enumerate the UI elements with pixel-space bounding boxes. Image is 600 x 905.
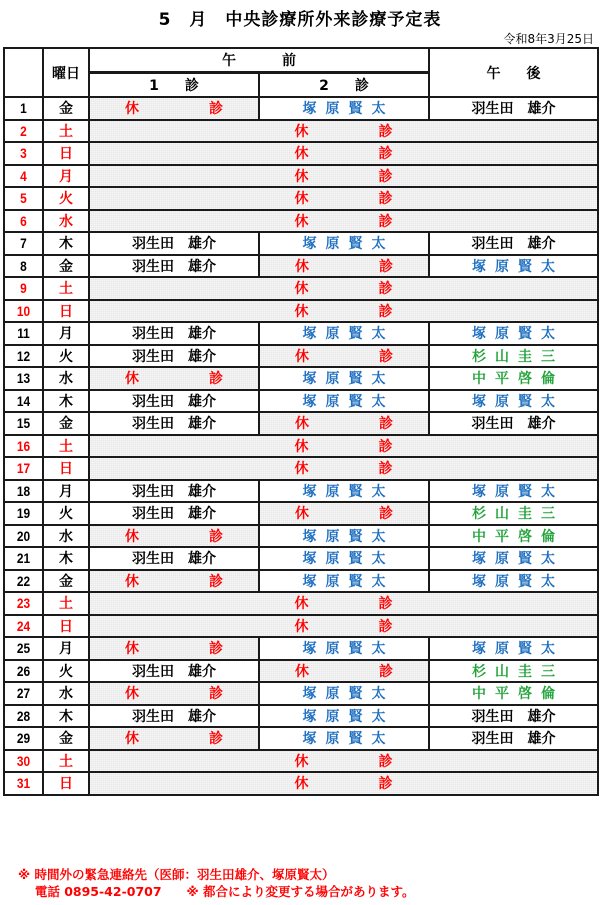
day-number: 15 (7, 412, 40, 435)
doctor-name-tsukahara: 塚原賢太 (302, 371, 395, 388)
closed-left-char: 休 (295, 258, 309, 275)
doctor-cell (89, 502, 259, 525)
full-day-closed-cell (89, 435, 598, 458)
closed-cell (89, 367, 259, 390)
weekday: 土 (43, 435, 89, 458)
closed-right-char: 診 (378, 303, 393, 320)
table-row (4, 210, 598, 233)
doctor-cell (429, 637, 598, 660)
closed-left-char: 休 (125, 686, 139, 703)
closed-right-char: 診 (209, 573, 223, 590)
full-day-closed-cell (89, 142, 598, 165)
closed-right-char: 診 (378, 776, 393, 793)
full-day-closed-cell (89, 457, 598, 480)
header-clinic-2-label: 2 診 (319, 78, 375, 94)
weekday: 火 (43, 660, 89, 683)
weekday: 水 (43, 525, 89, 548)
closed-left-char: 休 (125, 573, 139, 590)
day-number: 3 (7, 142, 40, 165)
closed-cell (259, 255, 429, 278)
weekday: 水 (43, 367, 89, 390)
closed-left-char: 休 (125, 528, 139, 545)
doctor-cell (89, 412, 259, 435)
doctor-name-nakahira: 中平啓倫 (472, 371, 564, 388)
issue-date: 令和8年3月25日 (503, 32, 594, 46)
doctor-name-tsukahara: 塚原賢太 (472, 258, 564, 275)
day-number: 26 (7, 660, 40, 683)
doctor-name-sugiyama: 杉山圭三 (472, 506, 564, 523)
doctor-name-nakahira: 中平啓倫 (472, 528, 564, 545)
closed-right-char: 診 (378, 438, 393, 455)
day-number: 14 (7, 390, 40, 413)
doctor-name-hanyuda: 羽生田 雄介 (132, 708, 216, 725)
day-number: 18 (7, 480, 40, 503)
doctor-name-tsukahara: 塚原賢太 (302, 551, 395, 568)
table-row (4, 142, 598, 165)
header-morning-label: 午 前 (222, 53, 302, 69)
closed-right-char: 診 (378, 281, 393, 298)
day-number: 30 (7, 750, 40, 773)
doctor-name-tsukahara: 塚原賢太 (302, 528, 395, 545)
weekday: 水 (43, 682, 89, 705)
doctor-cell (429, 705, 598, 728)
full-day-closed-cell (89, 187, 598, 210)
closed-left-char: 休 (294, 281, 309, 298)
closed-right-char: 診 (378, 213, 393, 230)
doctor-name-tsukahara: 塚原賢太 (302, 393, 395, 410)
doctor-name-hanyuda: 羽生田 雄介 (132, 236, 216, 253)
doctor-cell (89, 322, 259, 345)
table-row (4, 435, 598, 458)
doctor-name-tsukahara: 塚原賢太 (302, 686, 395, 703)
table-row (4, 592, 598, 615)
weekday: 土 (43, 277, 89, 300)
doctor-name-hanyuda: 羽生田 雄介 (132, 551, 216, 568)
table-row (4, 277, 598, 300)
closed-right-char: 診 (378, 191, 393, 208)
table-row (4, 390, 598, 413)
weekday: 木 (43, 705, 89, 728)
doctor-cell (429, 547, 598, 570)
table-row (4, 457, 598, 480)
weekday: 日 (43, 142, 89, 165)
full-day-closed-cell (89, 592, 598, 615)
doctor-name-hanyuda: 羽生田 雄介 (132, 483, 216, 500)
day-number: 17 (7, 457, 40, 480)
closed-right-char: 診 (209, 101, 223, 118)
day-number: 1 (7, 97, 40, 120)
doctor-cell (259, 232, 429, 255)
closed-cell (259, 660, 429, 683)
doctor-cell (89, 705, 259, 728)
doctor-name-hanyuda: 羽生田 雄介 (132, 258, 216, 275)
day-number: 31 (7, 772, 40, 795)
table-row (4, 637, 598, 660)
doctor-cell (429, 525, 598, 548)
doctor-cell (429, 480, 598, 503)
day-number: 2 (7, 120, 40, 143)
weekday: 火 (43, 187, 89, 210)
doctor-name-hanyuda: 羽生田 雄介 (471, 708, 556, 725)
full-day-closed-cell (89, 210, 598, 233)
weekday: 日 (43, 772, 89, 795)
doctor-cell (259, 547, 429, 570)
weekday: 火 (43, 345, 89, 368)
day-number: 11 (7, 322, 40, 345)
day-number: 25 (7, 637, 40, 660)
closed-right-char: 診 (209, 641, 223, 658)
schedule-body (4, 97, 598, 795)
closed-left-char: 休 (295, 506, 309, 523)
table-row (4, 525, 598, 548)
day-number: 21 (7, 547, 40, 570)
closed-right-char: 診 (378, 123, 393, 140)
table-row (4, 255, 598, 278)
doctor-name-hanyuda: 羽生田 雄介 (132, 393, 216, 410)
doctor-cell (259, 682, 429, 705)
weekday: 日 (43, 457, 89, 480)
closed-left-char: 休 (125, 641, 139, 658)
closed-left-char: 休 (125, 731, 139, 748)
doctor-cell (429, 322, 598, 345)
doctor-cell (89, 547, 259, 570)
doctor-cell (89, 232, 259, 255)
table-row (4, 547, 598, 570)
weekday: 土 (43, 120, 89, 143)
closed-left-char: 休 (294, 438, 309, 455)
weekday: 月 (43, 637, 89, 660)
closed-right-char: 診 (379, 416, 393, 433)
doctor-name-tsukahara: 塚原賢太 (302, 236, 395, 253)
full-day-closed-cell (89, 615, 598, 638)
phone-and-disclaimer-line: 電話 0895-42-0707 ※ 都合により変更する場合があります。 (18, 884, 415, 899)
doctor-cell (429, 570, 598, 593)
day-number: 10 (7, 300, 40, 323)
table-row (4, 412, 598, 435)
doctor-name-tsukahara: 塚原賢太 (302, 483, 395, 500)
day-number: 13 (7, 367, 40, 390)
closed-left-char: 休 (294, 461, 309, 478)
closed-left-char: 休 (125, 371, 139, 388)
header-clinic-2 (259, 73, 429, 98)
closed-left-char: 休 (294, 213, 309, 230)
doctor-cell (429, 412, 598, 435)
closed-left-char: 休 (295, 663, 309, 680)
weekday: 木 (43, 232, 89, 255)
weekday: 木 (43, 390, 89, 413)
closed-cell (259, 345, 429, 368)
closed-cell (89, 97, 259, 120)
doctor-cell (429, 367, 598, 390)
closed-right-char: 診 (378, 146, 393, 163)
closed-right-char: 診 (379, 663, 393, 680)
emergency-note (18, 866, 415, 900)
full-day-closed-cell (89, 300, 598, 323)
closed-left-char: 休 (294, 618, 309, 635)
doctor-cell (429, 232, 598, 255)
header-afternoon-label: 午 後 (486, 65, 547, 82)
day-number: 16 (7, 435, 40, 458)
table-row (4, 727, 598, 750)
doctor-name-hanyuda: 羽生田 雄介 (471, 236, 556, 253)
closed-left-char: 休 (294, 776, 309, 793)
table-row (4, 615, 598, 638)
weekday: 土 (43, 750, 89, 773)
day-number: 27 (7, 682, 40, 705)
table-row (4, 187, 598, 210)
closed-right-char: 診 (378, 618, 393, 635)
table-row (4, 97, 598, 120)
doctor-cell (429, 502, 598, 525)
table-row (4, 750, 598, 773)
doctor-name-tsukahara: 塚原賢太 (302, 708, 395, 725)
table-row (4, 502, 598, 525)
table-row (4, 772, 598, 795)
doctor-cell (259, 390, 429, 413)
table-row (4, 705, 598, 728)
doctor-cell (429, 97, 598, 120)
doctor-name-hanyuda: 羽生田 雄介 (132, 663, 216, 680)
table-row (4, 480, 598, 503)
full-day-closed-cell (89, 165, 598, 188)
closed-left-char: 休 (295, 416, 309, 433)
emergency-contact-line: ※ 時間外の緊急連絡先（医師：羽生田雄介、塚原賢太） (18, 867, 335, 882)
doctor-cell (429, 390, 598, 413)
day-number: 4 (7, 165, 40, 188)
doctor-name-tsukahara: 塚原賢太 (472, 393, 564, 410)
header-morning (89, 48, 429, 73)
weekday: 金 (43, 97, 89, 120)
weekday: 土 (43, 592, 89, 615)
full-day-closed-cell (89, 772, 598, 795)
weekday: 水 (43, 210, 89, 233)
doctor-name-hanyuda: 羽生田 雄介 (471, 101, 556, 118)
closed-left-char: 休 (294, 191, 309, 208)
header-clinic-1 (89, 73, 259, 98)
closed-right-char: 診 (378, 596, 393, 613)
closed-right-char: 診 (379, 348, 393, 365)
doctor-name-tsukahara: 塚原賢太 (302, 326, 395, 343)
full-day-closed-cell (89, 120, 598, 143)
day-number: 12 (7, 345, 40, 368)
doctor-cell (259, 525, 429, 548)
doctor-cell (89, 660, 259, 683)
weekday: 木 (43, 547, 89, 570)
schedule-table (3, 47, 599, 796)
closed-cell (89, 727, 259, 750)
closed-left-char: 休 (294, 303, 309, 320)
doctor-name-tsukahara: 塚原賢太 (302, 101, 395, 118)
day-number: 19 (7, 502, 40, 525)
doctor-cell (429, 682, 598, 705)
table-row (4, 300, 598, 323)
closed-cell (259, 412, 429, 435)
full-day-closed-cell (89, 750, 598, 773)
doctor-cell (429, 345, 598, 368)
day-number: 8 (7, 255, 40, 278)
weekday: 火 (43, 502, 89, 525)
header-clinic-1-label: 1 診 (149, 78, 205, 94)
doctor-name-tsukahara: 塚原賢太 (472, 326, 564, 343)
doctor-cell (259, 367, 429, 390)
doctor-cell (89, 480, 259, 503)
doctor-cell (259, 97, 429, 120)
table-row (4, 570, 598, 593)
doctor-cell (429, 660, 598, 683)
header-afternoon (429, 48, 598, 97)
doctor-cell (89, 345, 259, 368)
day-number: 6 (7, 210, 40, 233)
closed-right-char: 診 (209, 686, 223, 703)
doctor-name-hanyuda: 羽生田 雄介 (132, 506, 216, 523)
doctor-name-hanyuda: 羽生田 雄介 (471, 416, 556, 433)
closed-left-char: 休 (125, 101, 139, 118)
closed-left-char: 休 (294, 596, 309, 613)
closed-cell (89, 570, 259, 593)
weekday: 月 (43, 322, 89, 345)
weekday: 金 (43, 727, 89, 750)
doctor-name-tsukahara: 塚原賢太 (302, 641, 395, 658)
table-row (4, 367, 598, 390)
table-row (4, 120, 598, 143)
doctor-name-sugiyama: 杉山圭三 (472, 663, 564, 680)
doctor-name-hanyuda: 羽生田 雄介 (471, 731, 556, 748)
doctor-cell (429, 727, 598, 750)
closed-left-char: 休 (294, 146, 309, 163)
weekday: 金 (43, 412, 89, 435)
doctor-name-tsukahara: 塚原賢太 (472, 641, 564, 658)
day-number: 22 (7, 570, 40, 593)
weekday: 金 (43, 570, 89, 593)
doctor-cell (259, 727, 429, 750)
weekday: 月 (43, 165, 89, 188)
page-title: 5 月 中央診療所外来診療予定表 (158, 10, 442, 30)
day-number: 23 (7, 592, 40, 615)
closed-left-char: 休 (295, 348, 309, 365)
doctor-name-tsukahara: 塚原賢太 (472, 483, 564, 500)
closed-cell (259, 502, 429, 525)
header-day-number (4, 48, 43, 97)
doctor-name-hanyuda: 羽生田 雄介 (132, 326, 216, 343)
day-number: 7 (7, 232, 40, 255)
header-weekday: 曜日 (43, 48, 89, 97)
closed-left-char: 休 (294, 123, 309, 140)
doctor-cell (259, 637, 429, 660)
closed-right-char: 診 (378, 168, 393, 185)
doctor-name-hanyuda: 羽生田 雄介 (132, 348, 216, 365)
doctor-cell (429, 255, 598, 278)
doctor-cell (259, 705, 429, 728)
doctor-name-tsukahara: 塚原賢太 (472, 551, 564, 568)
closed-cell (89, 525, 259, 548)
doctor-cell (89, 390, 259, 413)
doctor-cell (259, 570, 429, 593)
weekday: 日 (43, 615, 89, 638)
table-row (4, 165, 598, 188)
doctor-cell (89, 255, 259, 278)
table-row (4, 322, 598, 345)
closed-right-char: 診 (209, 371, 223, 388)
doctor-name-hanyuda: 羽生田 雄介 (132, 416, 216, 433)
table-row (4, 660, 598, 683)
closed-left-char: 休 (294, 168, 309, 185)
closed-right-char: 診 (378, 753, 393, 770)
weekday: 日 (43, 300, 89, 323)
full-day-closed-cell (89, 277, 598, 300)
doctor-cell (259, 480, 429, 503)
day-number: 9 (7, 277, 40, 300)
day-number: 20 (7, 525, 40, 548)
closed-right-char: 診 (209, 528, 223, 545)
doctor-name-tsukahara: 塚原賢太 (302, 731, 395, 748)
weekday: 金 (43, 255, 89, 278)
closed-left-char: 休 (294, 753, 309, 770)
closed-cell (89, 637, 259, 660)
closed-right-char: 診 (379, 258, 393, 275)
doctor-name-sugiyama: 杉山圭三 (472, 348, 564, 365)
day-number: 24 (7, 615, 40, 638)
doctor-name-nakahira: 中平啓倫 (472, 686, 564, 703)
doctor-name-tsukahara: 塚原賢太 (472, 573, 564, 590)
closed-right-char: 診 (378, 461, 393, 478)
table-row (4, 682, 598, 705)
doctor-name-tsukahara: 塚原賢太 (302, 573, 395, 590)
closed-right-char: 診 (379, 506, 393, 523)
doctor-cell (259, 322, 429, 345)
weekday: 月 (43, 480, 89, 503)
table-row (4, 232, 598, 255)
day-number: 28 (7, 705, 40, 728)
closed-right-char: 診 (209, 731, 223, 748)
day-number: 5 (7, 187, 40, 210)
day-number: 29 (7, 727, 40, 750)
closed-cell (89, 682, 259, 705)
table-row (4, 345, 598, 368)
